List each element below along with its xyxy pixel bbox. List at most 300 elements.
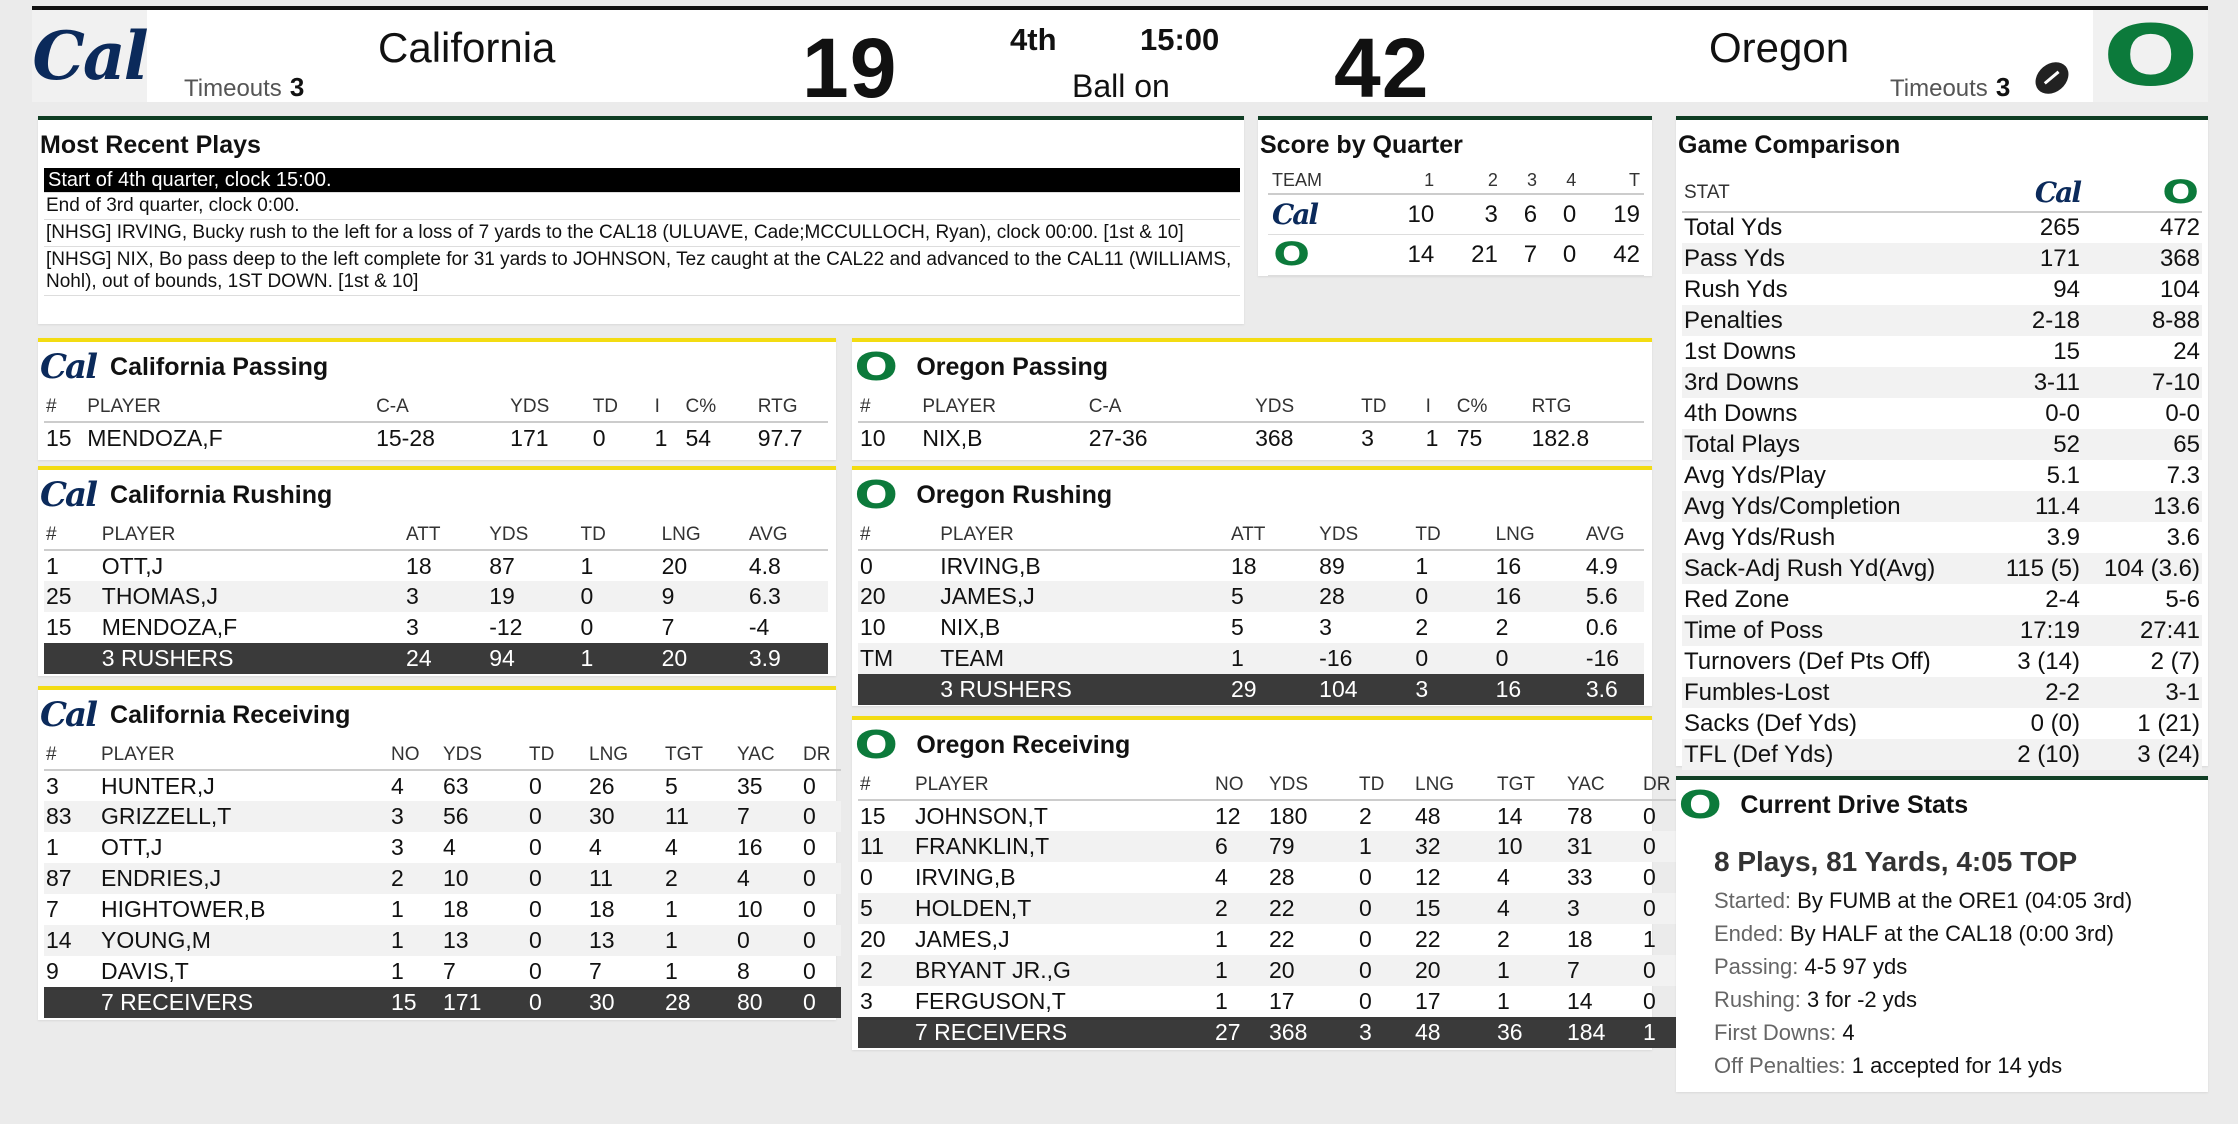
table-cell: 2 (663, 863, 735, 894)
oregon-receiving-panel (852, 716, 1671, 1050)
total-cell: 3 (1357, 1017, 1413, 1048)
home-stat-value: 3-11 (1988, 367, 2082, 398)
stat-label: Sack-Adj Rush Yd(Avg) (1682, 553, 1988, 584)
table-cell: 3 (391, 834, 404, 860)
table-cell: 10 (737, 896, 763, 922)
column-header[interactable]: YAC (1565, 766, 1641, 800)
total-cell: 104 (1317, 674, 1413, 705)
away-stat-value: 104 (2159, 275, 2200, 303)
column-header[interactable]: LNG (1413, 766, 1495, 800)
drive-stat-line (1714, 884, 2208, 917)
play-item-current[interactable]: Start of 4th quarter, clock 15:00. (44, 168, 1240, 193)
plays-list (44, 168, 1240, 296)
stat-label: Sacks (Def Yds) (1684, 709, 1857, 737)
column-header[interactable]: RTG (756, 388, 828, 422)
table-cell: 3 (1319, 614, 1332, 640)
table-cell: 35 (737, 772, 763, 799)
table-cell: 182.8 (1531, 424, 1590, 451)
comparison-row (1682, 367, 2202, 398)
player-name[interactable]: OTT,J (101, 552, 164, 579)
table-cell: 28 (1317, 581, 1413, 612)
panel-title (38, 470, 836, 515)
home-score: 19 (802, 21, 898, 115)
drive-stat-label: Off Penalties: (1714, 1053, 1846, 1078)
player-name[interactable]: BRYANT JR.,G (913, 955, 1213, 986)
table-cell: 0 (529, 896, 542, 922)
column-header[interactable]: TD (527, 736, 587, 770)
table-cell: 31 (1565, 831, 1641, 862)
stat-label: Avg Yds/Rush (1684, 523, 1836, 551)
cal-logo-icon: Cal (40, 347, 97, 387)
table-row (858, 612, 1644, 643)
table-row (44, 581, 828, 612)
column-header[interactable]: PLAYER (913, 766, 1213, 800)
table-cell: 7 (661, 614, 675, 640)
table-cell: 20 (858, 581, 938, 612)
stat-label: Total Yds (1684, 214, 1783, 241)
column-header[interactable]: YDS (441, 736, 527, 770)
player-name[interactable]: JOHNSON,T (915, 802, 1048, 829)
table-cell: 19 (487, 581, 578, 612)
away-stat-value: 3-1 (2082, 677, 2202, 708)
drive-stat-line (1714, 917, 2208, 950)
column-header[interactable]: TGT (663, 736, 735, 770)
column-header[interactable]: PLAYER (85, 388, 374, 422)
totals-row (858, 674, 1644, 705)
ore-receiving-table (858, 766, 1681, 1048)
stat-label: 3rd Downs (1682, 367, 1988, 398)
player-name[interactable]: THOMAS,J (100, 581, 404, 612)
player-name[interactable]: OTT,J (101, 834, 163, 860)
table-cell: 1 (46, 834, 59, 860)
column-header[interactable]: LNG (660, 516, 747, 550)
game-comparison-table (1682, 166, 2202, 770)
football-icon (2029, 56, 2075, 101)
column-header[interactable]: C% (1455, 388, 1530, 422)
away-stat-value: 24 (2173, 337, 2200, 365)
player-name[interactable]: TEAM (938, 643, 1229, 674)
away-stat-value: 13.6 (2082, 491, 2202, 522)
table-row (858, 550, 1644, 581)
panel-title-text: Oregon Rushing (916, 480, 1113, 509)
table-cell: 10 (441, 863, 527, 894)
player-name[interactable]: NIX,B (922, 424, 983, 451)
table-cell: 30 (587, 801, 663, 832)
score-by-quarter-panel (1258, 116, 1652, 276)
column-header[interactable]: DR (801, 736, 841, 770)
column-header[interactable]: AVG (1584, 516, 1644, 550)
play-item[interactable]: End of 3rd quarter, clock 0:00. (44, 193, 1240, 220)
table-cell: 5 (1230, 614, 1244, 640)
table-cell: 5.6 (1584, 581, 1644, 612)
table-row (858, 643, 1644, 674)
table-row (1268, 235, 1644, 276)
table-cell: 22 (1267, 893, 1357, 924)
comparison-row (1682, 429, 2202, 460)
table-cell: 0 (529, 772, 542, 799)
table-row (44, 801, 841, 832)
table-cell: 1 (46, 552, 59, 579)
column-header[interactable]: # (858, 388, 920, 422)
column-header[interactable]: TD (1413, 516, 1493, 550)
home-stat-value: 15 (2053, 337, 2080, 365)
home-stat-value: 2-2 (1988, 677, 2082, 708)
column-header[interactable]: YDS (1267, 766, 1357, 800)
total-cell: 0 (801, 987, 841, 1018)
stat-label: Avg Yds/Play (1684, 461, 1826, 489)
comparison-row (1682, 522, 2202, 553)
column-header[interactable]: # (858, 766, 913, 800)
total-cell: 7 RECEIVERS (99, 987, 389, 1018)
oregon-logo-icon: O (854, 473, 898, 517)
table-cell: 4 (391, 772, 404, 799)
total-cell: 171 (441, 987, 527, 1018)
table-cell: 0 (527, 801, 587, 832)
cal-logo-icon: Cal (1272, 198, 1318, 231)
total-cell: 3 RUSHERS (938, 674, 1229, 705)
drive-stat-value: 4 (1842, 1020, 1855, 1045)
table-cell: 48 (1415, 802, 1441, 829)
stat-label: Pass Yds (1682, 243, 1988, 274)
table-cell: 6 (1502, 194, 1541, 235)
column-header[interactable]: TD (1359, 388, 1423, 422)
table-cell: 16 (1494, 581, 1584, 612)
column-header[interactable]: NO (1213, 766, 1267, 800)
column-header[interactable]: DR (1641, 766, 1681, 800)
player-name[interactable]: IRVING,B (915, 864, 1016, 890)
column-header[interactable]: I (653, 388, 684, 422)
table-cell: 12 (1215, 802, 1241, 829)
home-stat-value: 2-18 (1988, 305, 2082, 336)
table-cell: 10 (1374, 194, 1438, 235)
table-cell: 10 (860, 614, 886, 640)
oregon-logo-icon: O (854, 345, 898, 389)
table-cell: 97.7 (757, 424, 803, 451)
column-header[interactable]: C-A (1087, 388, 1253, 422)
table-cell: 0 (801, 801, 841, 832)
table-cell: 1 (389, 925, 441, 956)
away-stat-value: 3.6 (2166, 523, 2200, 551)
table-cell: 56 (441, 801, 527, 832)
table-cell: 12 (1415, 864, 1441, 890)
player-name[interactable]: ENDRIES,J (99, 863, 389, 894)
home-timeouts (184, 72, 304, 103)
drive-stat-value: 3 for -2 yds (1806, 987, 1918, 1012)
comparison-row (1682, 274, 2202, 305)
panel-title (1676, 780, 2208, 827)
table-cell: 0 (1494, 643, 1584, 674)
column-header[interactable]: YAC (735, 736, 801, 770)
column-header[interactable]: ATT (404, 516, 487, 550)
table-cell: 0 (1541, 194, 1580, 235)
table-cell: 27-36 (1088, 424, 1148, 451)
player-name[interactable]: JAMES,J (915, 926, 1010, 952)
column-header[interactable]: NO (389, 736, 441, 770)
home-stat-value: 2-4 (2045, 585, 2080, 613)
table-cell: 0 (801, 863, 841, 894)
table-cell: 1 (1495, 955, 1565, 986)
table-cell: 1 (1425, 424, 1439, 451)
column-header[interactable]: C% (684, 388, 756, 422)
cal-passing-table (44, 388, 828, 453)
totals-row (44, 643, 828, 674)
away-team-logo (2093, 7, 2208, 105)
table-cell: 78 (1567, 802, 1593, 829)
table-cell: 368 (1255, 424, 1294, 451)
player-name[interactable]: HIGHTOWER,B (101, 896, 266, 922)
game-clock: 15:00 (1140, 22, 1220, 57)
column-header: T (1580, 166, 1644, 194)
stat-label: TFL (Def Yds) (1682, 739, 1988, 770)
most-recent-plays-panel (38, 116, 1244, 324)
table-cell: 1 (391, 896, 404, 922)
total-cell: 27 (1213, 1017, 1267, 1048)
total-cell: 1 (1641, 1017, 1681, 1048)
comparison-row (1682, 708, 2202, 739)
table-row (858, 893, 1681, 924)
table-cell: 5 (1229, 581, 1317, 612)
away-stat-value: 7-10 (2082, 367, 2202, 398)
home-stat-value: 3.9 (2046, 523, 2080, 551)
column-header[interactable]: PLAYER (920, 388, 1086, 422)
column-header[interactable]: AVG (747, 516, 828, 550)
total-cell: 7 RECEIVERS (913, 1017, 1213, 1048)
home-stat-value: 0-0 (2045, 399, 2080, 427)
column-header[interactable]: YDS (487, 516, 578, 550)
table-cell: 1 (1215, 926, 1228, 952)
table-cell: 13 (587, 925, 663, 956)
table-cell: 0 (529, 834, 542, 860)
home-timeouts-label: Timeouts (184, 75, 282, 102)
comparison-row (1682, 491, 2202, 522)
cal-receiving-table (44, 736, 841, 1018)
away-timeouts-label: Timeouts (1890, 75, 1988, 102)
table-cell: 20 (1267, 955, 1357, 986)
table-cell: 0 (803, 896, 816, 922)
player-name[interactable]: NIX,B (940, 614, 1001, 640)
column-header[interactable]: PLAYER (100, 516, 404, 550)
oregon-logo-icon: O (1273, 235, 1310, 273)
table-row (44, 832, 841, 863)
table-cell: 0 (1413, 643, 1493, 674)
home-stat-value: 171 (1988, 243, 2082, 274)
table-cell: 1 (1229, 643, 1317, 674)
table-cell: 0 (1541, 235, 1580, 276)
player-name[interactable]: IRVING,B (940, 552, 1041, 579)
column-header[interactable]: PLAYER (99, 736, 389, 770)
table-row (44, 422, 828, 453)
column-header[interactable]: # (44, 516, 100, 550)
player-name[interactable]: HUNTER,J (101, 772, 215, 799)
player-name[interactable]: MENDOZA,F (87, 424, 223, 451)
column-header[interactable]: YDS (1253, 388, 1359, 422)
table-cell: 3 (46, 772, 59, 799)
table-cell: 4 (1215, 864, 1228, 890)
table-cell: 1 (1415, 552, 1429, 579)
table-cell: 7 (735, 801, 801, 832)
table-cell: 83 (44, 801, 99, 832)
table-cell: 0 (1641, 831, 1681, 862)
total-cell: 368 (1267, 1017, 1357, 1048)
column-header[interactable]: PLAYER (938, 516, 1229, 550)
panel-title (852, 342, 1652, 389)
total-cell: 3 (1413, 674, 1493, 705)
total-cell: 3.9 (747, 643, 828, 674)
comparison-row (1682, 398, 2202, 429)
table-cell: 17 (1415, 988, 1441, 1014)
score-by-quarter-table (1268, 166, 1644, 276)
total-cell: 3.6 (1584, 674, 1644, 705)
table-cell: 15-28 (376, 424, 435, 451)
table-row (44, 956, 841, 987)
drive-stat-line (1714, 950, 2208, 983)
table-cell: 4.9 (1585, 552, 1618, 579)
player-name[interactable]: FERGUSON,T (915, 988, 1066, 1014)
table-cell: 33 (1567, 864, 1593, 890)
column-header[interactable]: LNG (587, 736, 663, 770)
away-stat-value: 5-6 (2165, 585, 2200, 613)
column-header: STAT (1682, 166, 1988, 212)
table-cell: 4 (443, 834, 456, 860)
column-header[interactable]: TD (578, 516, 659, 550)
table-cell: 0 (1413, 581, 1493, 612)
column-header[interactable]: I (1424, 388, 1455, 422)
column-header[interactable]: TD (591, 388, 653, 422)
table-cell: 0 (592, 424, 606, 451)
play-item[interactable]: [NHSG] IRVING, Bucky rush to the left for a loss of 7 yards to the CAL18 (ULUAVE, Cade;MCCULLOCH, Ryan), clock 00:00. [1st & 10] (44, 220, 1240, 247)
away-stat-value: 472 (2159, 214, 2200, 241)
table-cell: 3 (1438, 194, 1502, 235)
drive-stat-label: First Downs: (1714, 1020, 1837, 1045)
table-cell: 0 (1643, 988, 1656, 1014)
column-header[interactable]: # (858, 516, 938, 550)
column-header[interactable]: LNG (1494, 516, 1584, 550)
table-cell: 2 (1497, 926, 1510, 952)
table-cell: 7 (1565, 955, 1641, 986)
column-header[interactable]: YDS (508, 388, 591, 422)
table-cell: 1 (663, 925, 735, 956)
home-stat-value: 94 (2053, 275, 2080, 303)
table-row (858, 924, 1681, 955)
column-header[interactable]: TD (1357, 766, 1413, 800)
stat-label: Time of Poss (1682, 615, 1988, 646)
player-name[interactable]: GRIZZELL,T (99, 801, 389, 832)
stat-label: Turnovers (Def Pts Off) (1684, 647, 1931, 675)
oregon-logo-icon: O (2162, 173, 2199, 211)
table-cell: 0 (527, 863, 587, 894)
column-header[interactable]: ATT (1229, 516, 1317, 550)
column-header[interactable]: # (44, 736, 99, 770)
column-header[interactable]: # (44, 388, 85, 422)
away-stat-value: 7.3 (2166, 461, 2200, 489)
stat-label: Rush Yds (1684, 275, 1788, 303)
comparison-row (1682, 584, 2202, 615)
player-name[interactable]: HOLDEN,T (913, 893, 1213, 924)
table-cell: 6.3 (747, 581, 828, 612)
drive-stat-value: 1 accepted for 14 yds (1851, 1053, 2063, 1078)
table-cell: 28 (1269, 864, 1295, 890)
table-cell: 0.6 (1585, 614, 1618, 640)
comparison-row (1682, 615, 2202, 646)
away-team-name: Oregon (1709, 24, 1850, 71)
column-header: 2 (1438, 166, 1502, 194)
oregon-rushing-panel (852, 466, 1652, 706)
table-cell: 25 (44, 581, 100, 612)
table-row (858, 831, 1681, 862)
comparison-row (1682, 460, 2202, 491)
table-cell: 14 (1374, 235, 1438, 276)
table-cell: 9 (46, 958, 59, 984)
table-cell: 2 (1359, 802, 1372, 829)
drive-stat-line (1714, 1049, 2208, 1082)
column-header[interactable]: C-A (374, 388, 508, 422)
home-team-name: California (378, 24, 556, 71)
home-stat-value: 0 (0) (2030, 709, 2080, 737)
panel-title: Game Comparison (1678, 130, 1901, 159)
player-name[interactable]: DAVIS,T (101, 958, 189, 984)
drive-stat-line (1714, 1016, 2208, 1049)
table-cell: 3 (406, 614, 419, 640)
comparison-row (1682, 739, 2202, 770)
table-cell: 4 (665, 834, 678, 860)
table-row (44, 925, 841, 956)
table-cell: 0 (860, 864, 873, 890)
away-stat-value: 2 (7) (2150, 647, 2200, 675)
table-row (44, 863, 841, 894)
table-cell: 1 (1643, 926, 1656, 952)
comparison-row (1682, 212, 2202, 243)
player-name[interactable]: MENDOZA,F (101, 614, 238, 640)
table-cell: 3 (1361, 424, 1374, 451)
table-cell: 15 (46, 614, 72, 640)
player-name[interactable]: JAMES,J (938, 581, 1229, 612)
home-timeouts-count: 3 (289, 72, 305, 102)
table-cell: 0 (580, 614, 594, 640)
player-name[interactable]: YOUNG,M (99, 925, 389, 956)
table-cell: 79 (1267, 831, 1357, 862)
drive-stat-label: Passing: (1714, 954, 1799, 979)
table-cell: -12 (489, 614, 523, 640)
table-cell: 22 (1269, 926, 1295, 952)
table-cell: 32 (1413, 831, 1495, 862)
play-item[interactable]: [NHSG] NIX, Bo pass deep to the left complete for 31 yards to JOHNSON, Tez caught at the CAL22 and advanced to the CAL11 (WILLIAMS, Nohl), out of bounds, 1ST DOWN. [1st & 10] (44, 247, 1240, 296)
total-cell: 0 (527, 987, 587, 1018)
drive-headline: 8 Plays, 81 Yards, 4:05 TOP (1714, 846, 2078, 877)
home-stat-value: 3 (14) (2017, 647, 2080, 675)
column-header[interactable]: TGT (1495, 766, 1565, 800)
table-cell: 16 (1495, 552, 1522, 579)
column-header[interactable]: YDS (1317, 516, 1413, 550)
table-cell: 18 (589, 896, 615, 922)
table-cell: 15 (46, 424, 72, 451)
away-timeouts-count: 3 (1995, 72, 2011, 102)
table-cell: 0 (1359, 988, 1372, 1014)
away-stat-value: 27:41 (2082, 615, 2202, 646)
table-cell: 19 (1580, 194, 1644, 235)
table-cell: 4 (1497, 864, 1510, 890)
table-cell: 3 (1565, 893, 1641, 924)
table-row (858, 422, 1644, 453)
player-name[interactable]: FRANKLIN,T (913, 831, 1213, 862)
drive-stat-line (1714, 983, 2208, 1016)
table-cell: 1 (1215, 988, 1228, 1014)
column-header[interactable]: RTG (1530, 388, 1644, 422)
table-cell: 2 (389, 863, 441, 894)
table-cell: 18 (443, 896, 469, 922)
table-cell: 7 (589, 958, 602, 984)
table-cell: 3 (860, 988, 873, 1014)
away-timeouts (1890, 72, 2010, 103)
